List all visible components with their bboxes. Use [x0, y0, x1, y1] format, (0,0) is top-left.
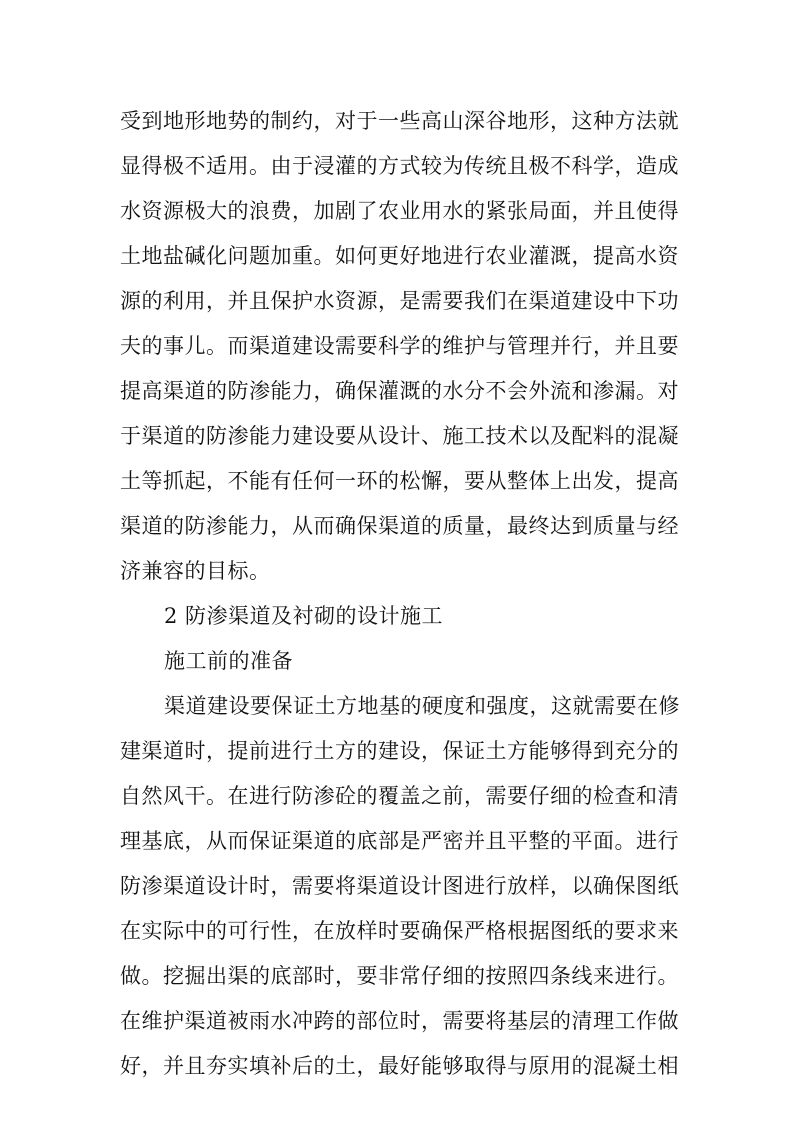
- paragraph-line: 好，并且夯实填补后的土，最好能够取得与原用的混凝土相: [120, 1054, 679, 1078]
- paragraph-line: 受到地形地势的制约，对于一些高山深谷地形，这种方法就: [120, 109, 679, 133]
- paragraph-line: 济兼容的目标。: [120, 559, 271, 583]
- paragraph-line: 在维护渠道被雨水冲跨的部位时，需要将基层的清理工作做: [120, 1009, 679, 1033]
- paragraph-line: 显得极不适用。由于浸灌的方式较为传统且极不科学，造成: [120, 154, 679, 178]
- paragraph-line: 做。挖掘出渠的底部时，要非常仔细的按照四条线来进行。: [120, 964, 679, 988]
- paragraph-line: 水资源极大的浪费，加剧了农业用水的紧张局面，并且使得: [120, 199, 679, 223]
- paragraph-line: 夫的事儿。而渠道建设需要科学的维护与管理并行，并且要: [120, 334, 679, 358]
- paragraph-line: 土地盐碱化问题加重。如何更好地进行农业灌溉，提高水资: [120, 244, 679, 268]
- paragraph-line: 建渠道时，提前进行土方的建设，保证土方能够得到充分的: [120, 739, 679, 763]
- paragraph-line: 防渗渠道设计时，需要将渠道设计图进行放样，以确保图纸: [120, 874, 679, 898]
- subsection-heading: 施工前的准备: [164, 649, 293, 673]
- document-body: [120, 99, 690, 1089]
- paragraph-line: 提高渠道的防渗能力，确保灌溉的水分不会外流和渗漏。对: [120, 379, 679, 403]
- paragraph-line: 理基底，从而保证渠道的底部是严密并且平整的平面。进行: [120, 829, 679, 853]
- paragraph-line: 自然风干。在进行防渗砼的覆盖之前，需要仔细的检查和清: [120, 784, 679, 808]
- paragraph-line: 在实际中的可行性，在放样时要确保严格根据图纸的要求来: [120, 919, 679, 943]
- paragraph-line: 渠道建设要保证土方地基的硬度和强度，这就需要在修: [164, 694, 680, 718]
- paragraph-line: 渠道的防渗能力，从而确保渠道的质量，最终达到质量与经: [120, 514, 679, 538]
- paragraph-line: 于渠道的防渗能力建设要从设计、施工技术以及配料的混凝: [120, 424, 679, 448]
- section-heading: 2 防渗渠道及衬砌的设计施工: [164, 604, 444, 628]
- paragraph-line: 源的利用，并且保护水资源，是需要我们在渠道建设中下功: [120, 289, 679, 313]
- paragraph-line: 土等抓起，不能有任何一环的松懈，要从整体上出发，提高: [120, 469, 679, 493]
